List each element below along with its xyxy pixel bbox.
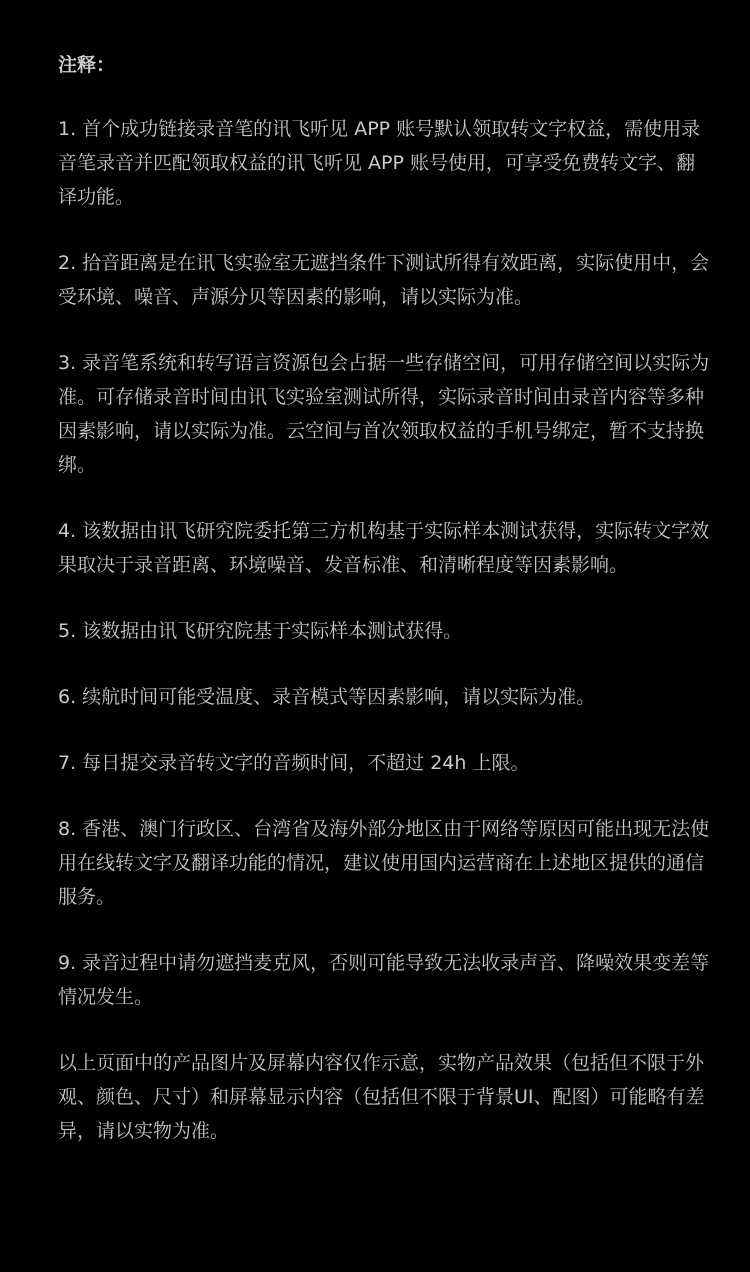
notes-title: 注释：	[58, 54, 116, 76]
note-9: 9. 录音过程中请勿遮挡麦克风，否则可能导致无法收录声音、降噪效果变差等情况发生。	[58, 952, 710, 1008]
note-7: 7. 每日提交录音转文字的音频时间，不超过 24h 上限。	[58, 752, 530, 774]
note-2: 2. 拾音距离是在讯飞实验室无遮挡条件下测试所得有效距离，实际使用中，会受环境、噪音、声源分贝等因素的影响，请以实际为准。	[58, 252, 710, 308]
note-4: 4. 该数据由讯飞研究院委托第三方机构基于实际样本测试获得，实际转文字效果取决于录音距离、环境噪音、发音标准、和清晰程度等因素影响。	[58, 520, 710, 576]
note-5: 5. 该数据由讯飞研究院基于实际样本测试获得。	[58, 620, 463, 642]
note-3: 3. 录音笔系统和转写语言资源包会占据一些存储空间，可用存储空间以实际为准。可存储录音时间由讯飞实验室测试所得，实际录音时间由录音内容等多种因素影响，请以实际为准。云空间与首次领取权益的手机号绑定，暂不支持换绑。	[58, 352, 710, 476]
product-image-disclaimer: 以上页面中的产品图片及屏幕内容仅作示意，实物产品效果（包括但不限于外观、颜色、尺寸）和屏幕显示内容（包括但不限于背景UI、配图）可能略有差异，请以实物为准。	[58, 1052, 705, 1142]
note-1: 1. 首个成功链接录音笔的讯飞听见 APP 账号默认领取转文字权益，需使用录音笔录音并匹配领取权益的讯飞听见 APP 账号使用，可享受免费转文字、翻译功能。	[58, 118, 701, 208]
note-8: 8. 香港、澳门行政区、台湾省及海外部分地区由于网络等原因可能出现无法使用在线转文字及翻译功能的情况，建议使用国内运营商在上述地区提供的通信服务。	[58, 818, 710, 908]
note-6: 6. 续航时间可能受温度、录音模式等因素影响，请以实际为准。	[58, 686, 596, 708]
